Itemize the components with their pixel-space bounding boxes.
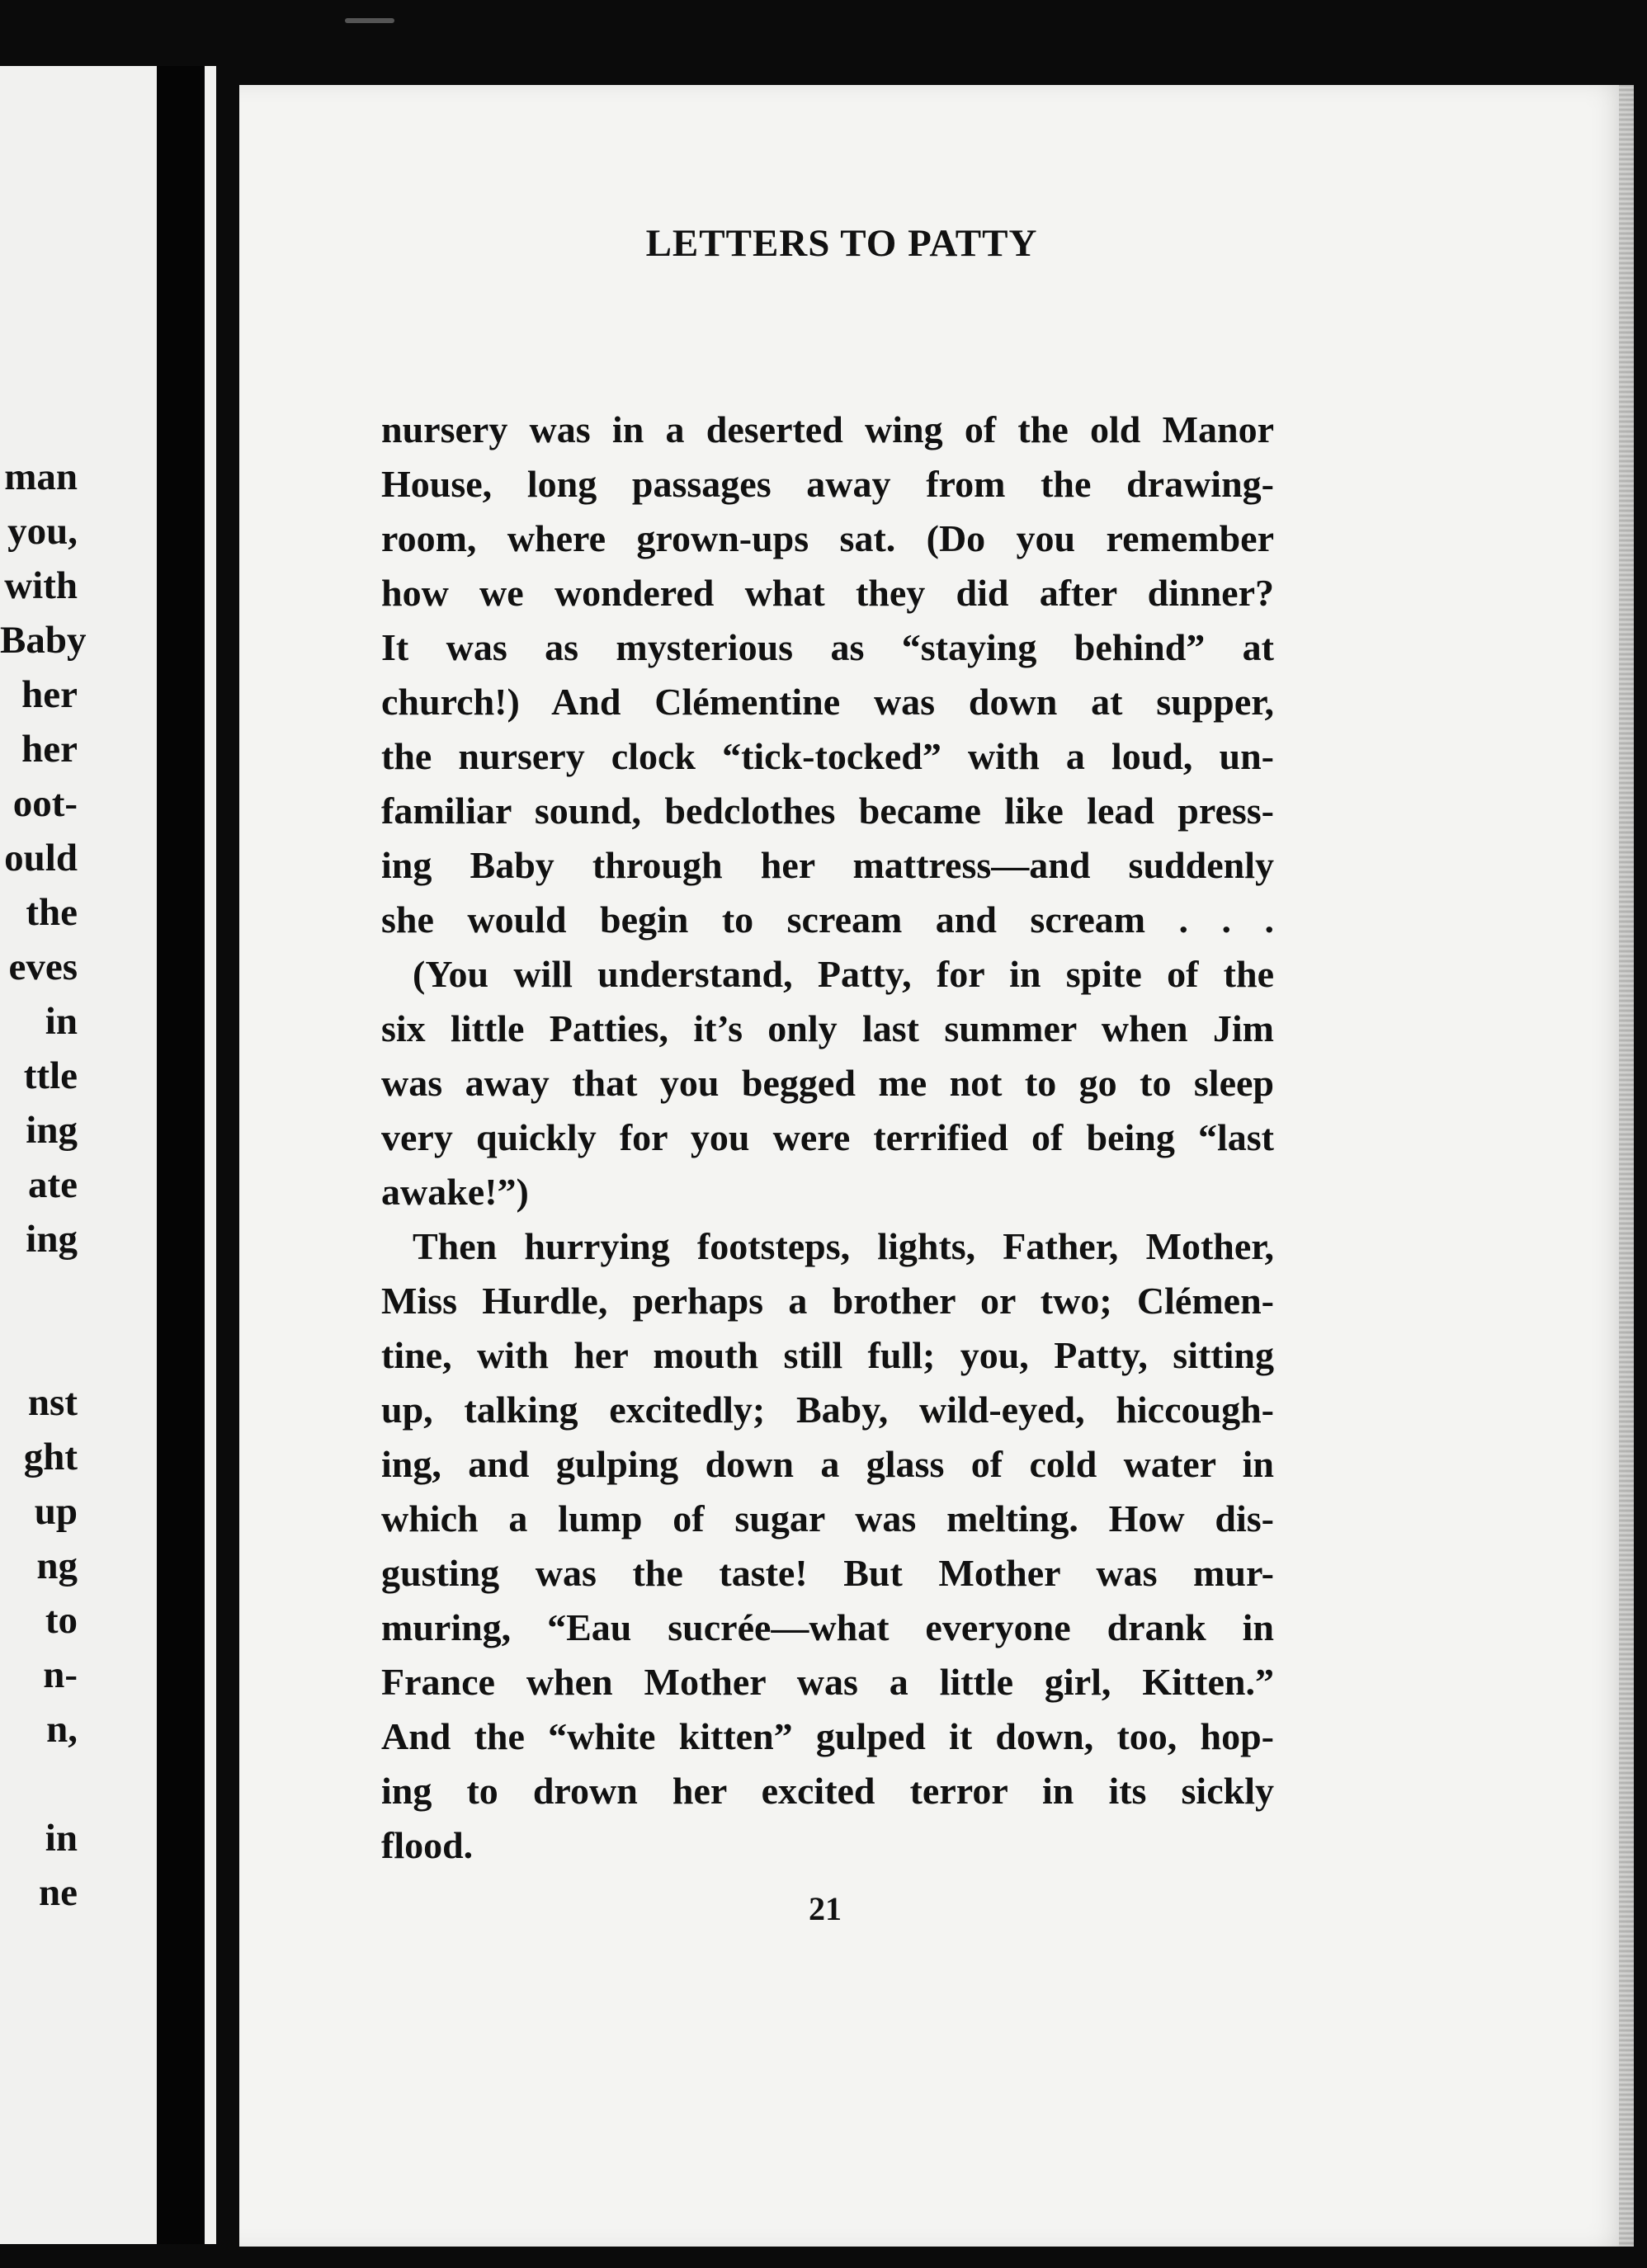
text-line: which a lump of sugar was melting. How dis- — [381, 1497, 1274, 1540]
text-line: very quickly for you were terrified of being “last — [381, 1116, 1274, 1158]
body-text — [381, 403, 1274, 1873]
book-gutter — [157, 66, 205, 2244]
running-head: LETTERS TO PATTY — [645, 222, 1038, 265]
text-line: ing to drown her excited terror in its sickly — [381, 1770, 1274, 1812]
left-fragment: ng — [36, 1544, 78, 1587]
text-line: was away that you begged me not to go to sleep — [381, 1062, 1274, 1104]
text-line: room, where grown-ups sat. (Do you remember — [381, 517, 1274, 559]
left-fragment: her — [21, 728, 78, 771]
left-fragment: her — [21, 673, 78, 716]
left-fragment: oot- — [12, 782, 78, 825]
left-fragment: in — [45, 1000, 78, 1043]
page-number: 21 — [809, 1890, 842, 1927]
text-line: House, long passages away from the drawing- — [381, 463, 1274, 505]
text-line: the nursery clock “tick-tocked” with a loud, un- — [381, 735, 1274, 777]
text-line: six little Patties, it’s only last summer when Jim — [381, 1007, 1274, 1049]
left-fragment: up — [34, 1490, 78, 1533]
left-fragment — [0, 1756, 78, 1811]
left-fragment: n, — [46, 1708, 78, 1751]
text-line: church!) And Clémentine was down at supper, — [381, 681, 1274, 723]
text-line: she would begin to scream and scream . . . — [381, 898, 1274, 941]
text-line: Miss Hurdle, perhaps a brother or two; Clémen- — [381, 1280, 1274, 1322]
left-page-text-fragments — [0, 450, 87, 1920]
text-line: And the “white kitten” gulped it down, too, hop- — [381, 1715, 1274, 1757]
left-fragment: with — [4, 564, 78, 607]
left-fragment: man — [4, 455, 78, 498]
left-fragment: in — [45, 1817, 78, 1860]
left-fragment: you, — [7, 510, 78, 553]
page-edge — [1619, 85, 1634, 2247]
left-fragment: ate — [27, 1163, 78, 1206]
scan-artifact — [345, 18, 394, 23]
left-fragment: ing — [26, 1109, 78, 1152]
left-fragment: the — [26, 891, 78, 934]
left-fragment — [0, 1321, 78, 1375]
text-line: flood. — [381, 1824, 474, 1866]
left-fragment: ing — [26, 1218, 78, 1261]
text-line: how we wondered what they did after dinner? — [381, 572, 1274, 614]
text-line: familiar sound, bedclothes became like lead press- — [381, 790, 1274, 832]
text-line: (You will understand, Patty, for in spite of the — [413, 953, 1274, 995]
text-line: It was as mysterious as “staying behind” at — [381, 626, 1274, 668]
left-fragment: eves — [8, 945, 78, 988]
text-line: Then hurrying footsteps, lights, Father, Mother, — [413, 1225, 1274, 1267]
left-fragment: ttle — [23, 1054, 78, 1097]
text-line: awake!”) — [381, 1171, 529, 1213]
left-fragment: ould — [4, 837, 78, 879]
left-fragment: ne — [39, 1871, 78, 1914]
text-line: muring, “Eau sucrée—what everyone drank in — [381, 1606, 1274, 1648]
left-fragment: to — [45, 1599, 78, 1642]
left-fragment: nst — [27, 1381, 78, 1424]
text-line: gusting was the taste! But Mother was mur- — [381, 1552, 1274, 1594]
text-line: up, talking excitedly; Baby, wild-eyed, hiccough- — [381, 1389, 1274, 1431]
text-line: tine, with her mouth still full; you, Patty, sitting — [381, 1334, 1274, 1376]
left-fragment — [0, 1266, 78, 1321]
left-fragment: ght — [23, 1436, 78, 1478]
text-line: France when Mother was a little girl, Kitten.” — [381, 1661, 1274, 1703]
left-fragment: Baby — [0, 619, 87, 662]
text-line: ing, and gulping down a glass of cold water in — [381, 1443, 1274, 1485]
left-fragment: n- — [43, 1653, 78, 1696]
text-line: ing Baby through her mattress—and suddenly — [381, 844, 1274, 886]
text-line: nursery was in a deserted wing of the old Manor — [381, 408, 1274, 450]
